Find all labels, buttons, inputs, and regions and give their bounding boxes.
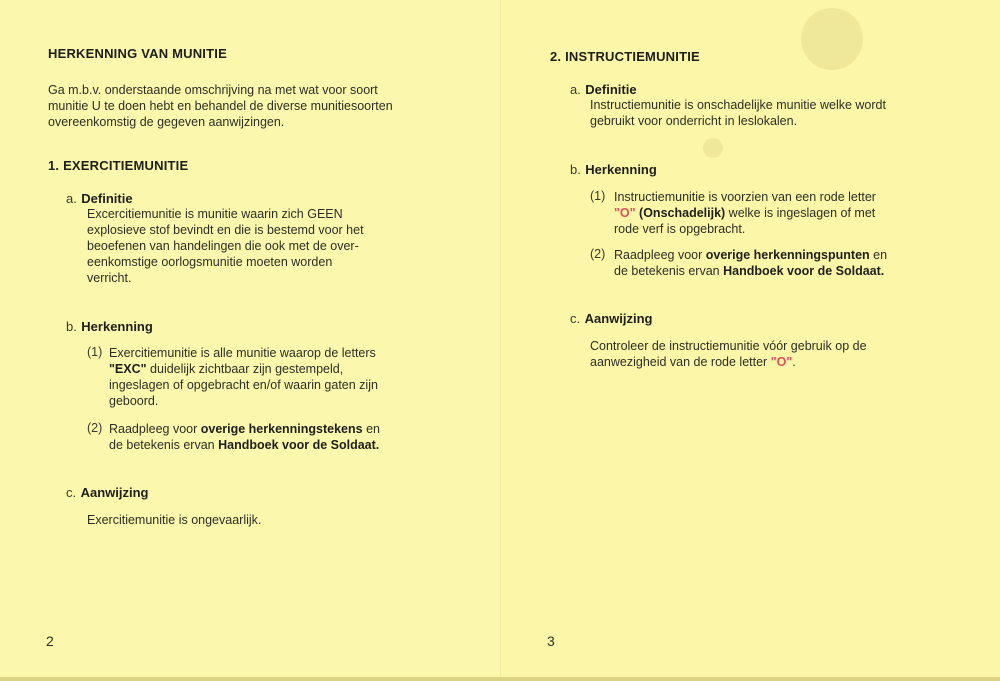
subsection-title: Herkenning xyxy=(81,319,153,334)
subsection-letter: b. xyxy=(66,319,77,334)
item-text: en xyxy=(362,422,380,436)
section-heading xyxy=(48,158,188,173)
definition-line: explosieve stof bevindt en die is bestemd voor het xyxy=(87,223,364,237)
item-number: (2) xyxy=(590,247,606,261)
item-line: Instructiemunitie is voorzien van een rode letter xyxy=(614,190,876,204)
item-text: de betekenis ervan xyxy=(614,264,724,278)
item-line xyxy=(614,205,964,221)
recognition-item xyxy=(614,189,964,237)
red-o-marking: "O" xyxy=(770,355,793,369)
subsection-heading xyxy=(66,484,148,502)
subsection-letter: c. xyxy=(570,311,581,326)
subsection-title: Herkenning xyxy=(585,162,657,177)
subsection-title: Aanwijzing xyxy=(80,485,149,500)
subsection-title: Definitie xyxy=(585,82,637,97)
section-heading xyxy=(550,49,700,64)
instruction-text: Exercitiemunitie is ongevaarlijk. xyxy=(87,513,262,527)
subsection-letter: c. xyxy=(66,485,77,500)
definition-line: eenkomstige oorlogsmunitie moeten worden xyxy=(87,255,333,269)
stain-mark xyxy=(801,8,863,70)
subsection-letter: b. xyxy=(570,162,581,177)
definition-line: gebruikt voor onderricht in leslokalen. xyxy=(590,114,798,128)
section-title: EXERCITIEMUNITIE xyxy=(63,158,189,173)
handbook-reference: Handboek voor de Soldaat. xyxy=(723,264,885,278)
subsection-title: Aanwijzing xyxy=(584,311,653,326)
item-text: Raadpleeg voor xyxy=(109,422,201,436)
item-line xyxy=(614,263,964,279)
intro-line: munitie U te doen hebt en behandel de diverse munitiesoorten xyxy=(48,99,393,113)
instruction-text xyxy=(590,338,950,370)
item-text: en xyxy=(869,248,888,262)
page-number: 3 xyxy=(547,633,555,649)
intro-line: Ga m.b.v. onderstaande omschrijving na met wat voor soort xyxy=(48,83,378,97)
handbook-reference: Handboek voor de Soldaat. xyxy=(218,438,380,452)
intro-line: overeenkomstig de gegeven aanwijzingen. xyxy=(48,115,285,129)
stain-mark xyxy=(703,138,723,158)
item-number: (2) xyxy=(87,421,103,435)
recognition-item xyxy=(109,345,449,409)
item-bold-text: overige herkenningspunten xyxy=(705,248,870,262)
item-line xyxy=(614,247,964,263)
item-text: aanwezigheid van de rode letter xyxy=(590,355,771,369)
definition-line: Instructiemunitie is onschadelijke munitie welke wordt xyxy=(590,98,886,112)
page-number: 2 xyxy=(46,633,54,649)
item-bold-text: (Onschadelijk) xyxy=(635,206,726,220)
item-text: duidelijk zichtbaar zijn gestempeld, xyxy=(146,362,344,376)
item-text: de betekenis ervan xyxy=(109,438,219,452)
instruction-line: Controleer de instructiemunitie vóór gebruik op de xyxy=(590,339,867,353)
red-o-marking: "O" xyxy=(614,206,636,220)
subsection-heading xyxy=(66,318,153,336)
item-line xyxy=(109,421,449,437)
subsection-letter: a. xyxy=(570,82,581,97)
definition-text xyxy=(87,206,417,286)
subsection-letter: a. xyxy=(66,191,77,206)
instruction-line xyxy=(590,354,950,370)
item-number: (1) xyxy=(87,345,103,359)
section-number: 2. xyxy=(550,49,562,64)
item-line: Exercitiemunitie is alle munitie waarop de letters xyxy=(109,346,376,360)
section-title: INSTRUCTIEMUNITIE xyxy=(565,49,700,64)
item-text: Raadpleeg voor xyxy=(614,248,706,262)
subsection-heading xyxy=(570,310,652,328)
item-line: geboord. xyxy=(109,394,159,408)
subsection-title: Definitie xyxy=(81,191,133,206)
item-text: welke is ingeslagen of met xyxy=(725,206,876,220)
page-bottom-edge xyxy=(0,677,1000,681)
definition-text xyxy=(590,97,950,129)
page-title: HERKENNING VAN MUNITIE xyxy=(48,46,227,61)
definition-line: verricht. xyxy=(87,271,132,285)
right-page xyxy=(500,0,1000,681)
recognition-item xyxy=(614,247,964,279)
item-number: (1) xyxy=(590,189,606,203)
item-line: ingeslagen of opgebracht en/of waarin gaten zijn xyxy=(109,378,378,392)
exc-marking: "EXC" xyxy=(109,362,147,376)
item-bold-text: overige herkenningstekens xyxy=(200,422,363,436)
item-line: rode verf is opgebracht. xyxy=(614,222,746,236)
recognition-item xyxy=(109,421,449,453)
item-text: . xyxy=(792,355,796,369)
subsection-heading xyxy=(570,161,657,179)
definition-line: beoefenen van handelingen die ook met de over- xyxy=(87,239,359,253)
item-line xyxy=(109,361,449,377)
definition-line: Excercitiemunitie is munitie waarin zich GEEN xyxy=(87,207,343,221)
intro-paragraph xyxy=(48,82,468,130)
section-number: 1. xyxy=(48,158,60,173)
item-line xyxy=(109,437,449,453)
